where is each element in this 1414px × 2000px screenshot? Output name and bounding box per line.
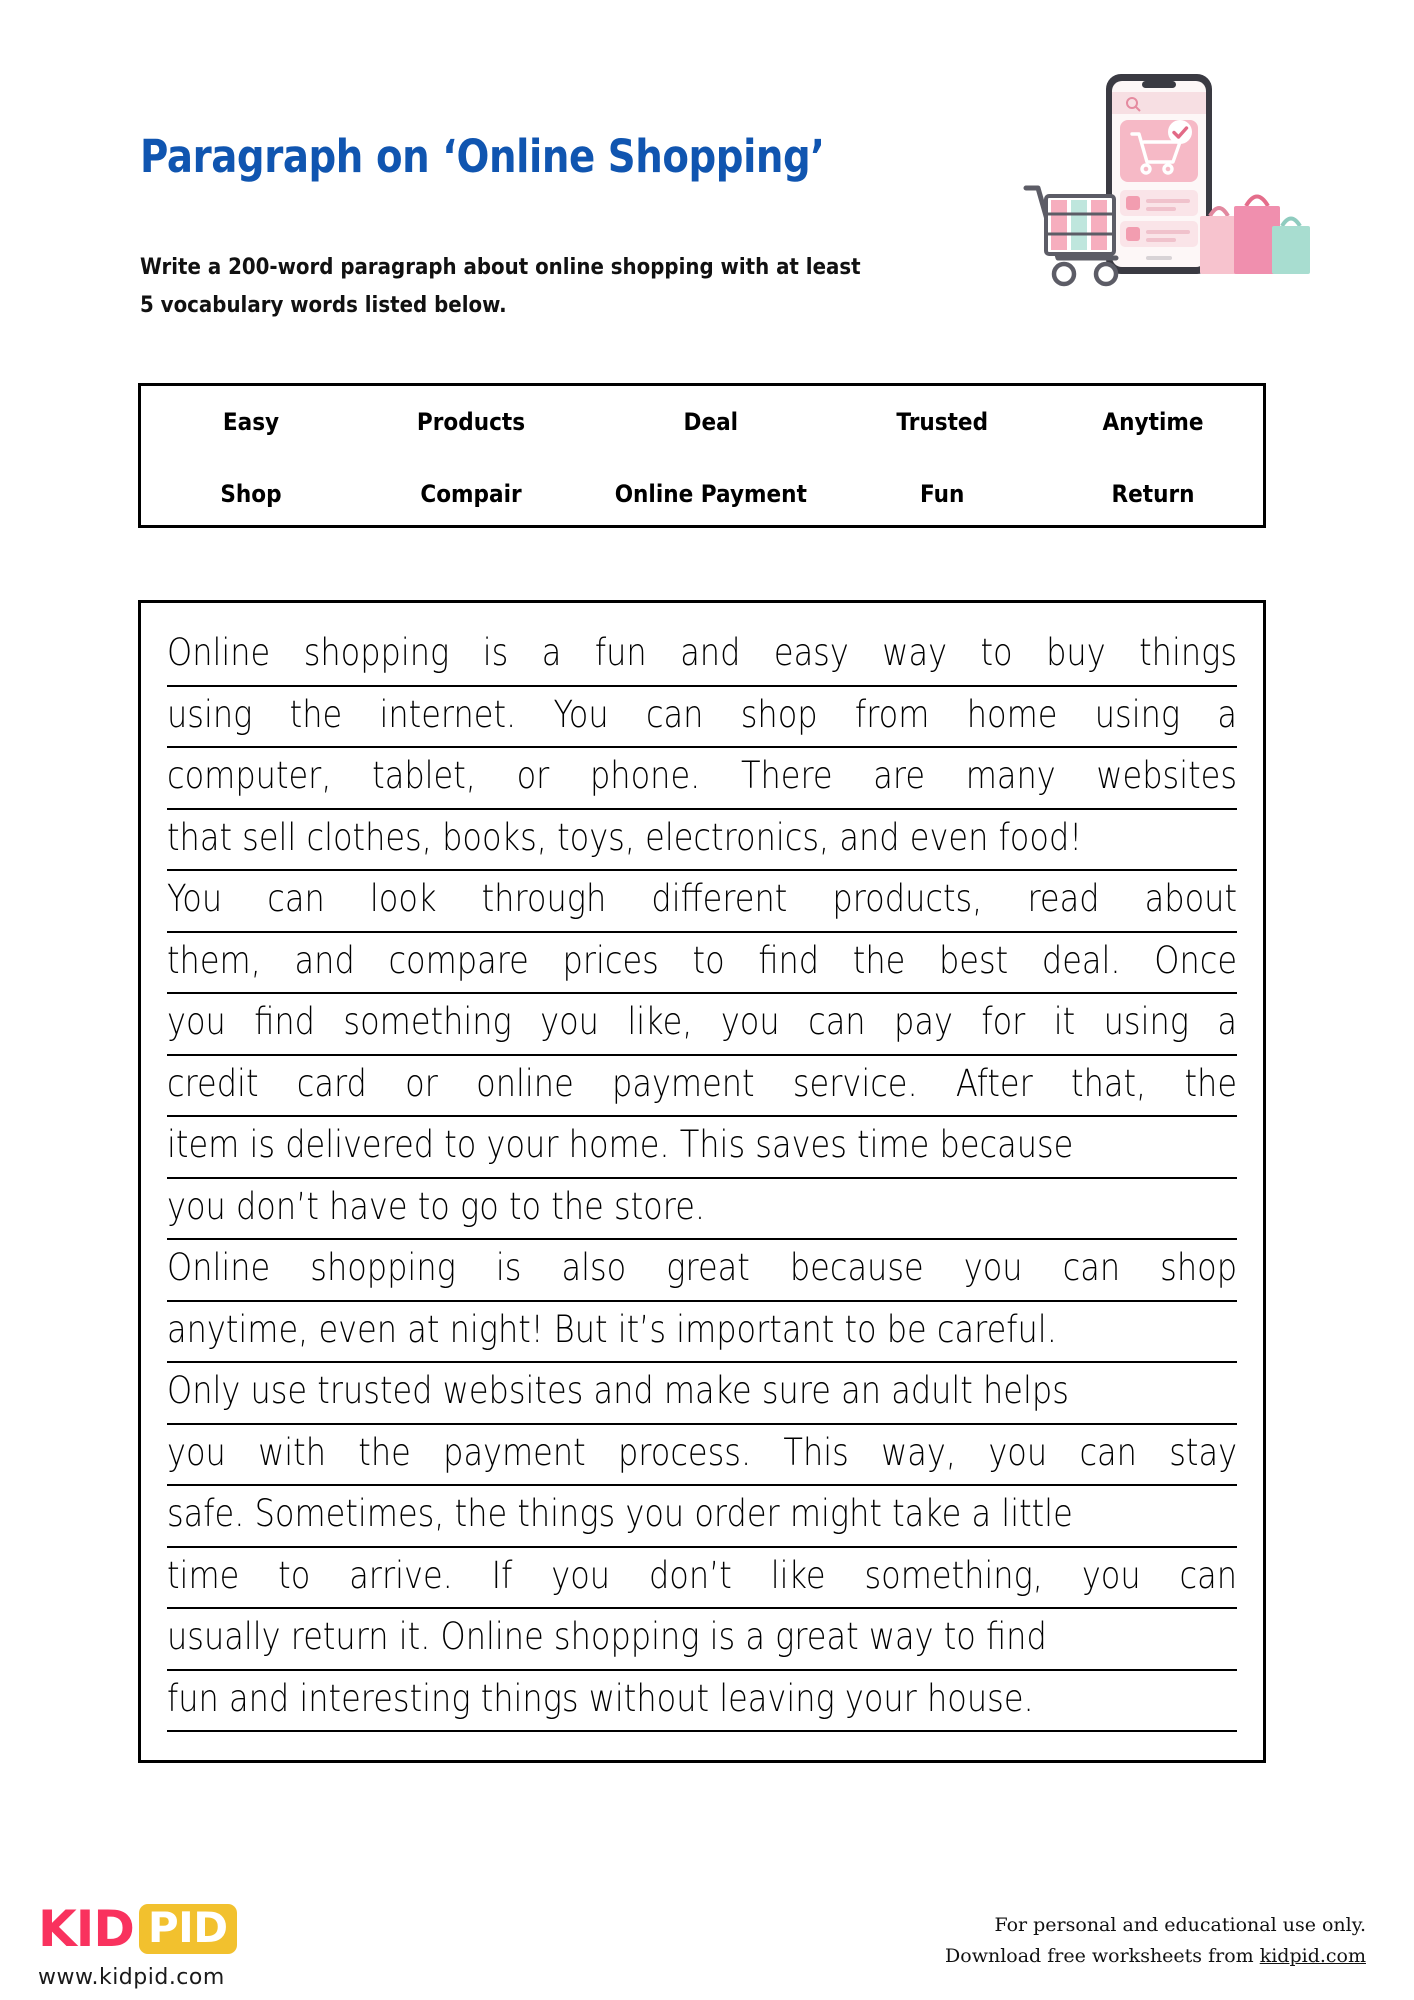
paragraph-line[interactable] <box>167 1056 1237 1118</box>
footer-notice-line-1: For personal and educational use only. <box>994 1914 1366 1936</box>
paragraph-line-text: Online shopping is a fun and easy way to buy things <box>167 629 1237 675</box>
paragraph-line[interactable] <box>167 1609 1237 1671</box>
logo-website-url: www.kidpid.com <box>38 1965 225 1990</box>
vocabulary-row-1 <box>141 386 1263 458</box>
paragraph-line[interactable] <box>167 1425 1237 1487</box>
page-title: Paragraph on ‘Online Shopping’ <box>140 130 825 183</box>
footer-notice <box>945 1910 1366 1972</box>
worksheet-header <box>0 0 1414 318</box>
paragraph-line-text: anytime, even at night! But it’s important to be careful. <box>167 1306 1057 1351</box>
paragraph-line-text: safe. Sometimes, the things you order might take a little <box>167 1490 1073 1536</box>
vocabulary-word-bank <box>138 383 1266 528</box>
vocab-word: Easy <box>222 408 280 436</box>
paragraph-line-text: item is delivered to your home. This saves time because <box>167 1121 1074 1167</box>
paragraph-line[interactable] <box>167 1486 1237 1548</box>
footer-notice-prefix: Download free worksheets from <box>945 1945 1260 1967</box>
paragraph-line[interactable] <box>167 1179 1237 1241</box>
paragraph-line-text: time to arrive. If you don’t like something, you can <box>167 1552 1237 1597</box>
paragraph-line-text: usually return it. Online shopping is a great way to find <box>167 1613 1047 1659</box>
footer-notice-line-2 <box>945 1941 1366 1972</box>
paragraph-line-text: fun and interesting things without leaving your house. <box>167 1675 1034 1720</box>
paragraph-answer-area[interactable] <box>138 600 1266 1763</box>
paragraph-line-text: computer, tablet, or phone. There are many websites <box>167 752 1237 798</box>
kidpid-logo[interactable] <box>38 1900 358 1990</box>
vocab-word: Online Payment <box>614 480 807 508</box>
paragraph-line-text: you with the payment process. This way, you can stay <box>167 1429 1237 1474</box>
worksheet-footer <box>0 1880 1414 2000</box>
vocab-word: Anytime <box>1102 408 1204 436</box>
paragraph-line-text: Online shopping is also great because you can shop <box>167 1244 1237 1290</box>
paragraph-line[interactable] <box>167 1240 1237 1302</box>
vocab-word: Products <box>416 408 526 436</box>
paragraph-line-text: them, and compare prices to find the best deal. Once <box>167 937 1237 982</box>
paragraph-line-text: You can look through different products, read about <box>167 875 1237 921</box>
paragraph-line[interactable] <box>167 748 1237 810</box>
paragraph-line-text: you find something you like, you can pay for it using a <box>167 998 1237 1044</box>
paragraph-line[interactable] <box>167 1548 1237 1610</box>
paragraph-line-text: that sell clothes, books, toys, electronics, and even food! <box>167 814 1083 859</box>
paragraph-line[interactable] <box>167 1117 1237 1179</box>
online-shopping-illustration <box>1020 70 1310 315</box>
vocabulary-row-2 <box>141 458 1263 530</box>
paragraph-line[interactable] <box>167 871 1237 933</box>
shopping-bags-icon <box>1200 197 1310 275</box>
footer-website-link[interactable]: kidpid.com <box>1259 1945 1366 1967</box>
logo-pid-badge: PID <box>139 1904 237 1954</box>
vocab-word: Return <box>1111 480 1195 508</box>
paragraph-line[interactable] <box>167 1302 1237 1364</box>
paragraph-line-text: using the internet. You can shop from home using a <box>167 691 1237 736</box>
vocab-word: Fun <box>919 480 965 508</box>
paragraph-line[interactable] <box>167 687 1237 749</box>
vocab-word: Shop <box>220 480 282 508</box>
paragraph-line-text: you don’t have to go to the store. <box>167 1183 706 1228</box>
logo-mark <box>38 1900 358 1958</box>
paragraph-line-text: Only use trusted websites and make sure an adult helps <box>167 1367 1069 1413</box>
paragraph-line[interactable] <box>167 1671 1237 1733</box>
paragraph-line[interactable] <box>167 1363 1237 1425</box>
shopping-cart-icon <box>1026 188 1116 284</box>
paragraph-line-text: credit card or online payment service. After that, the <box>167 1060 1237 1105</box>
paragraph-line[interactable] <box>167 994 1237 1056</box>
phone-icon <box>1106 74 1212 274</box>
vocab-word: Deal <box>683 408 739 436</box>
logo-kid-text: KID <box>38 1900 134 1958</box>
worksheet-instructions: Write a 200-word paragraph about online shopping with at least 5 vocabulary words listed below. <box>140 254 861 318</box>
paragraph-line[interactable] <box>167 933 1237 995</box>
vocab-word: Trusted <box>895 408 988 436</box>
vocab-word: Compair <box>420 480 522 508</box>
paragraph-line[interactable] <box>167 625 1237 687</box>
paragraph-line[interactable] <box>167 810 1237 872</box>
